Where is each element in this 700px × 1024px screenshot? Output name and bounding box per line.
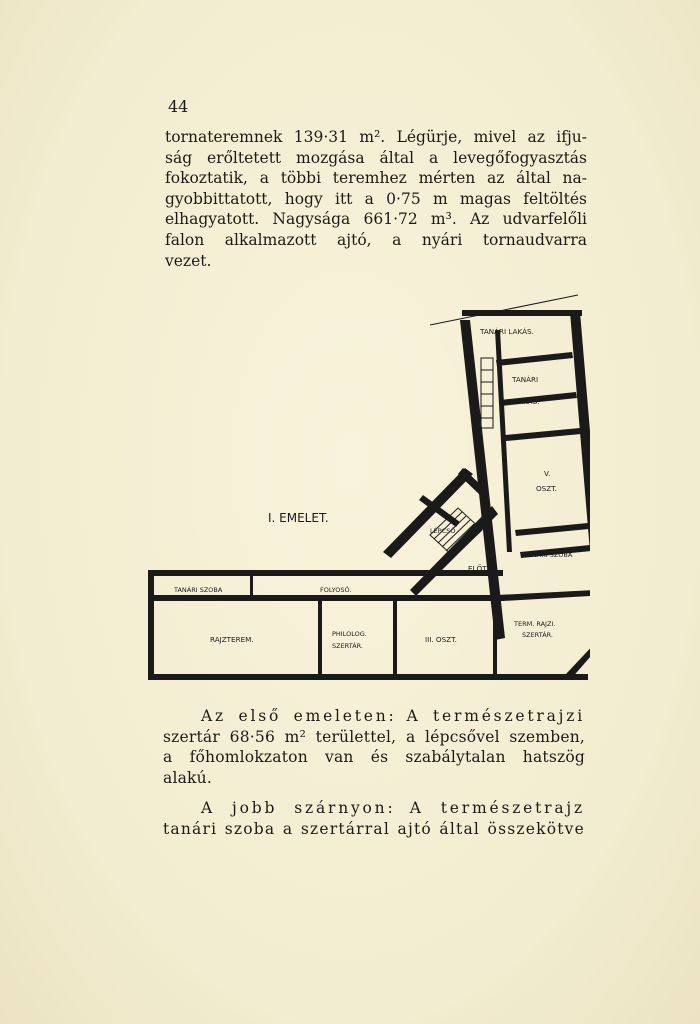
room-label: ELŐTER. <box>468 564 499 573</box>
spaced-intro: A jobb szárnyon: <box>201 799 396 817</box>
room-label: RAJZTEREM. <box>210 635 254 644</box>
room-label: LAKÁS. <box>514 397 540 406</box>
text-line: elhagyatott. Nagysága 661·72 m³. Az udvarfelőli <box>165 210 587 229</box>
spaced-intro: Az első emeleten: <box>201 707 397 725</box>
text-line: fokoztatik, a többi teremhez mérten az által na- <box>165 169 587 188</box>
text-line <box>163 798 585 819</box>
room-label: FOLYOSÓ. <box>320 586 352 594</box>
page-number: 44 <box>168 97 189 116</box>
room-label: III. OSZT. <box>425 635 457 644</box>
room-label: LÉPCSŐ <box>430 527 456 535</box>
floor-plan <box>140 290 590 695</box>
room-label: OSZT. <box>536 484 557 493</box>
spaced-text: A természetrajz <box>409 799 585 817</box>
text-line: a főhomlokzaton van és szabálytalan hatszög <box>163 748 585 767</box>
floor-plan-labels <box>173 327 573 650</box>
text-line: alakú. <box>163 768 212 787</box>
text-line <box>163 706 585 727</box>
text-line: gyobbittatott, hogy itt a 0·75 m magas feltöltés <box>165 189 587 208</box>
room-label: TANÁRI LAKÁS. <box>480 327 534 336</box>
room-label: TANÁRI SZOBA <box>524 551 573 559</box>
text-line: vezet. <box>165 251 212 270</box>
room-label: TANÁRI <box>512 375 539 384</box>
text-line: szertár 68·56 m² területtel, a lépcsővel szemben, <box>163 727 585 746</box>
paragraph-gymnasium <box>165 127 587 271</box>
text-line: tanári szoba a szertárral ajtó által összekötve <box>163 819 585 838</box>
paragraph-right-wing <box>163 798 585 839</box>
text-line: ság erőltetett mozgása által a levegőfogyasztás <box>165 148 587 167</box>
paragraph-first-floor <box>163 706 585 788</box>
spaced-text: A természetrajzi <box>406 707 585 725</box>
room-label: TANÁRI SZOBA <box>174 586 223 594</box>
text-line: falon alkalmazott ajtó, a nyári tornaudvarra <box>165 230 587 249</box>
floor-plan-title: I. EMELET. <box>268 511 329 525</box>
text-line: tornateremnek 139·31 m². Légürje, mivel az ifju- <box>165 128 587 146</box>
room-label: SZERTÁR. <box>522 631 553 639</box>
room-label: V. <box>544 469 551 478</box>
room-label: PHILOLOG. <box>332 630 367 638</box>
room-label: SZERTÁR. <box>332 642 363 650</box>
room-label: TERM. RAJZI. <box>514 620 556 628</box>
